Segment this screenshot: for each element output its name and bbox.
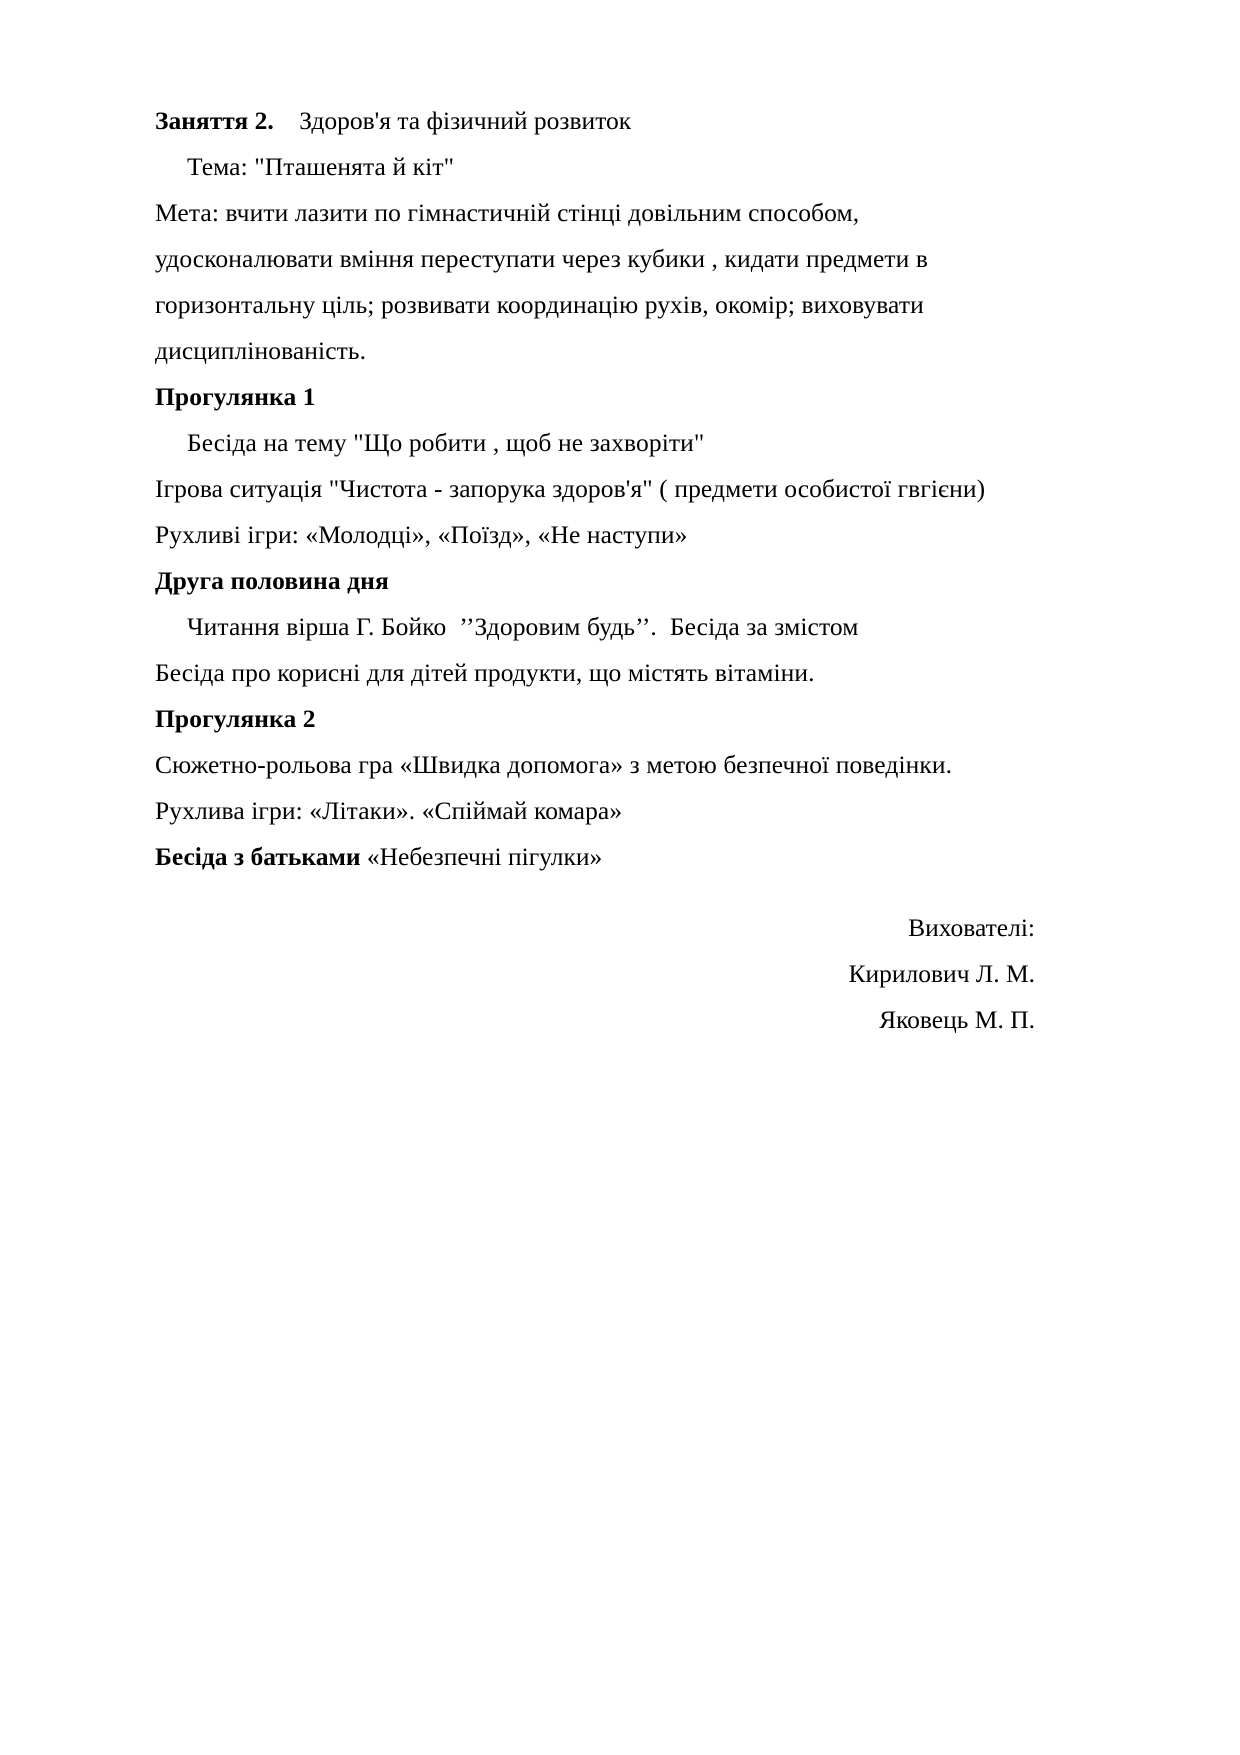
section-heading-progulyanka-1: Прогулянка 1 [155, 382, 316, 411]
document-body [155, 98, 1035, 880]
lesson-title-line [155, 98, 1035, 144]
lesson-subject-label: Здоров'я та фізичний розвиток [299, 106, 632, 135]
signature-name-2: Яковець М. П. [879, 1005, 1035, 1034]
section-1-line-1: Бесіда на тему "Що робити , щоб не захворіти" [187, 428, 705, 457]
objective-line-3: горизонтальну ціль; розвивати координацію рухів, окомір; виховувати [155, 290, 924, 319]
section-3-line-2: Рухлива ігри: «Літаки». «Спіймай комара» [155, 796, 623, 825]
section-heading-druga-polovyna-dnya: Друга половина дня [155, 566, 389, 595]
parents-talk-label: Бесіда з батьками [155, 842, 361, 871]
section-1-line-3: Рухливі ігри: «Молодці», «Поїзд», «Не наступи» [155, 520, 688, 549]
objective-line-1: Мета: вчити лазити по гімнастичній стінці довільним способом, [155, 198, 860, 227]
parents-talk-text: «Небезпечні пігулки» [360, 842, 603, 871]
section-1-line-2: Ігрова ситуація "Чистота - запорука здоров'я" ( предмети особистої гвгієни) [155, 474, 986, 503]
lesson-topic-line: Тема: "Пташенята й кіт" [187, 152, 455, 181]
lesson-title-spacer [274, 106, 300, 135]
section-2-line-1: Читання вірша Г. Бойко ’’Здоровим будь’’. Бесіда за змістом [187, 612, 859, 641]
objective-line-2: удосконалювати вміння переступати через кубики , кидати предмети в [155, 244, 929, 273]
objective-line-4: дисциплінованість. [155, 336, 367, 365]
signature-name-1: Кирилович Л. М. [848, 959, 1035, 988]
section-2-line-2: Бесіда про корисні для дітей продукти, що містять вітаміни. [155, 658, 815, 687]
signature-role: Вихователі: [908, 913, 1035, 942]
section-3-line-1: Сюжетно-рольова гра «Швидка допомога» з метою безпечної поведінки. [155, 750, 953, 779]
section-heading-progulyanka-2: Прогулянка 2 [155, 704, 316, 733]
parents-talk-line [155, 834, 1035, 880]
lesson-number-label: Заняття 2. [155, 106, 274, 135]
signature-block [615, 905, 1035, 1043]
